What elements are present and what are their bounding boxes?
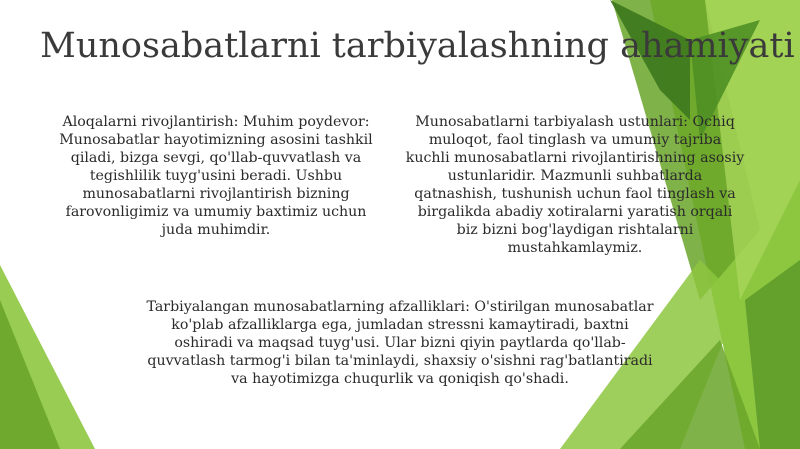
paragraph-benefits: Tarbiyalangan munosabatlarning afzalliklari: O'stirilgan munosabatlar ko'plab afzalliklarga ega, jumladan stressni kamaytiradi, baxtni oshiradi va maqsad tuyg'usi. Ular bizni qiyin paytlarda qo'llab-quvvatlash tarmog'i bilan ta'minlaydi, shaxsiy o'sishni rag'batlantiradi va hayotimizga chuqurlik va qoniqish qo'shadi. (146, 299, 654, 387)
paragraph-pillars: Munosabatlarni tarbiyalash ustunlari: Ochiq muloqot, faol tinglash va umumiy tajriba kuchli munosabatlarni rivojlantirishning asosiy ustunlaridir. Mazmunli suhbatlarda qatnashish, tushunish uchun faol tinglash va birgalikda abadiy xotiralarni yaratish orqali biz bizni bog'laydigan rishtalarni mustahkamlaymiz. (405, 114, 745, 256)
slide-title: Munosabatlarni tarbiyalashning ahamiyati (40, 26, 795, 66)
paragraph-fostering-connections: Aloqalarni rivojlantirish: Muhim poydevor: Munosabatlar hayotimizning asosini tashkil qiladi, bizga sevgi, qo'llab-quvvatlash va tegishlilik tuyg'usini beradi. Ushbu munosabatlarni rivojlantirish bizning farovonligimiz va umumiy baxtimiz uchun juda muhimdir. (59, 114, 373, 238)
